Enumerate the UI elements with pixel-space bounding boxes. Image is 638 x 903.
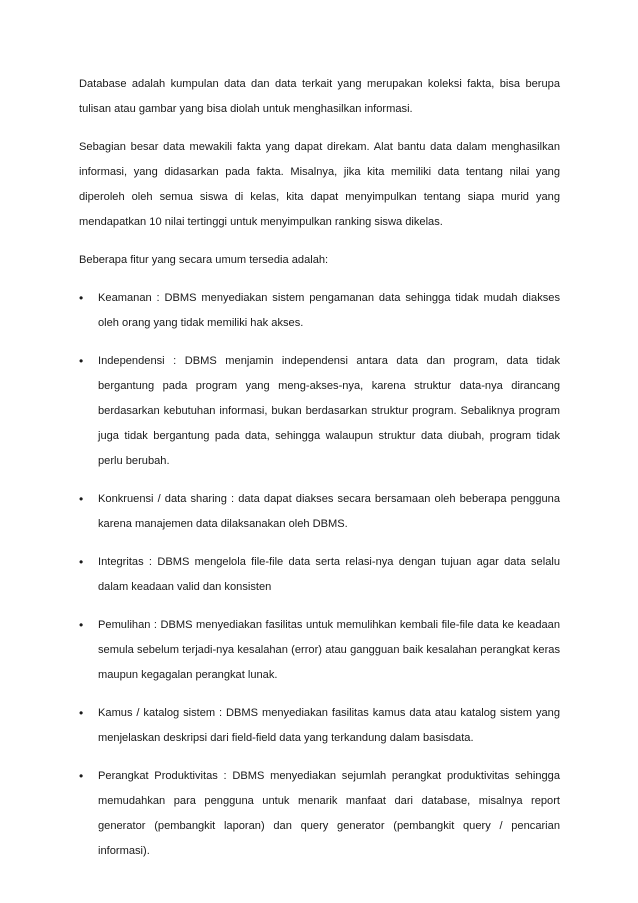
list-item-text: Perangkat Produktivitas : DBMS menyediakan sejumlah perangkat produktivitas sehingga memudahkan para pengguna untuk menarik manfaat dari database, misalnya report generator (pembangkit laporan) dan query generator (pembangkit query / pencarian informasi). <box>98 770 560 857</box>
list-item-independensi <box>79 349 560 474</box>
list-item-text: Independensi : DBMS menjamin independensi antara data dan program, data tidak bergantung pada program yang meng-akses-nya, karena struktur data-nya dirancang berdasarkan kebutuhan informasi, bukan berdasarkan struktur program. Sebaliknya program juga tidak bergantung pada data, sehingga walaupun struktur data diubah, program tidak perlu berubah. <box>98 355 560 467</box>
list-item-text: Pemulihan : DBMS menyediakan fasilitas untuk memulihkan kembali file-file data ke keadaan semula sebelum terjadi-nya kesalahan (error) atau gangguan baik kesalahan perangkat keras maupun kegagalan perangkat lunak. <box>98 619 560 681</box>
list-item-kamus-katalog <box>79 701 560 751</box>
list-item-integritas <box>79 550 560 600</box>
list-item-text: Keamanan : DBMS menyediakan sistem pengamanan data sehingga tidak mudah diakses oleh orang yang tidak memiliki hak akses. <box>98 292 560 329</box>
bullet-icon: • <box>79 706 84 720</box>
bullet-icon: • <box>79 618 84 632</box>
bullet-icon: • <box>79 354 84 368</box>
bullet-icon: • <box>79 555 84 569</box>
list-item-keamanan <box>79 286 560 336</box>
feature-list <box>79 286 560 864</box>
bullet-icon: • <box>79 492 84 506</box>
list-item-pemulihan <box>79 613 560 688</box>
list-item-konkruensi <box>79 487 560 537</box>
list-item-text: Konkruensi / data sharing : data dapat diakses secara bersamaan oleh beberapa pengguna karena manajemen data dilaksanakan oleh DBMS. <box>98 493 560 530</box>
features-lead-paragraph: Beberapa fitur yang secara umum tersedia adalah: <box>79 254 329 266</box>
bullet-icon: • <box>79 291 84 305</box>
bullet-icon: • <box>79 769 84 783</box>
intro-paragraph: Database adalah kumpulan data dan data terkait yang merupakan koleksi fakta, bisa berupa tulisan atau gambar yang bisa diolah untuk menghasilkan informasi. <box>79 78 560 115</box>
list-item-text: Kamus / katalog sistem : DBMS menyediakan fasilitas kamus data atau katalog sistem yang menjelaskan deskripsi dari field-field data yang terkandung dalam basisdata. <box>98 707 560 744</box>
explanation-paragraph: Sebagian besar data mewakili fakta yang dapat direkam. Alat bantu data dalam menghasilkan informasi, yang didasarkan pada fakta. Misalnya, jika kita memiliki data tentang nilai yang diperoleh oleh semua siswa di kelas, kita dapat menyimpulkan tentang siapa murid yang mendapatkan 10 nilai tertinggi untuk menyimpulkan ranking siswa dikelas. <box>79 141 560 228</box>
list-item-text: Integritas : DBMS mengelola file-file data serta relasi-nya dengan tujuan agar data selalu dalam keadaan valid dan konsisten <box>98 556 560 593</box>
document-page <box>79 72 560 877</box>
list-item-perangkat-produktivitas <box>79 764 560 864</box>
